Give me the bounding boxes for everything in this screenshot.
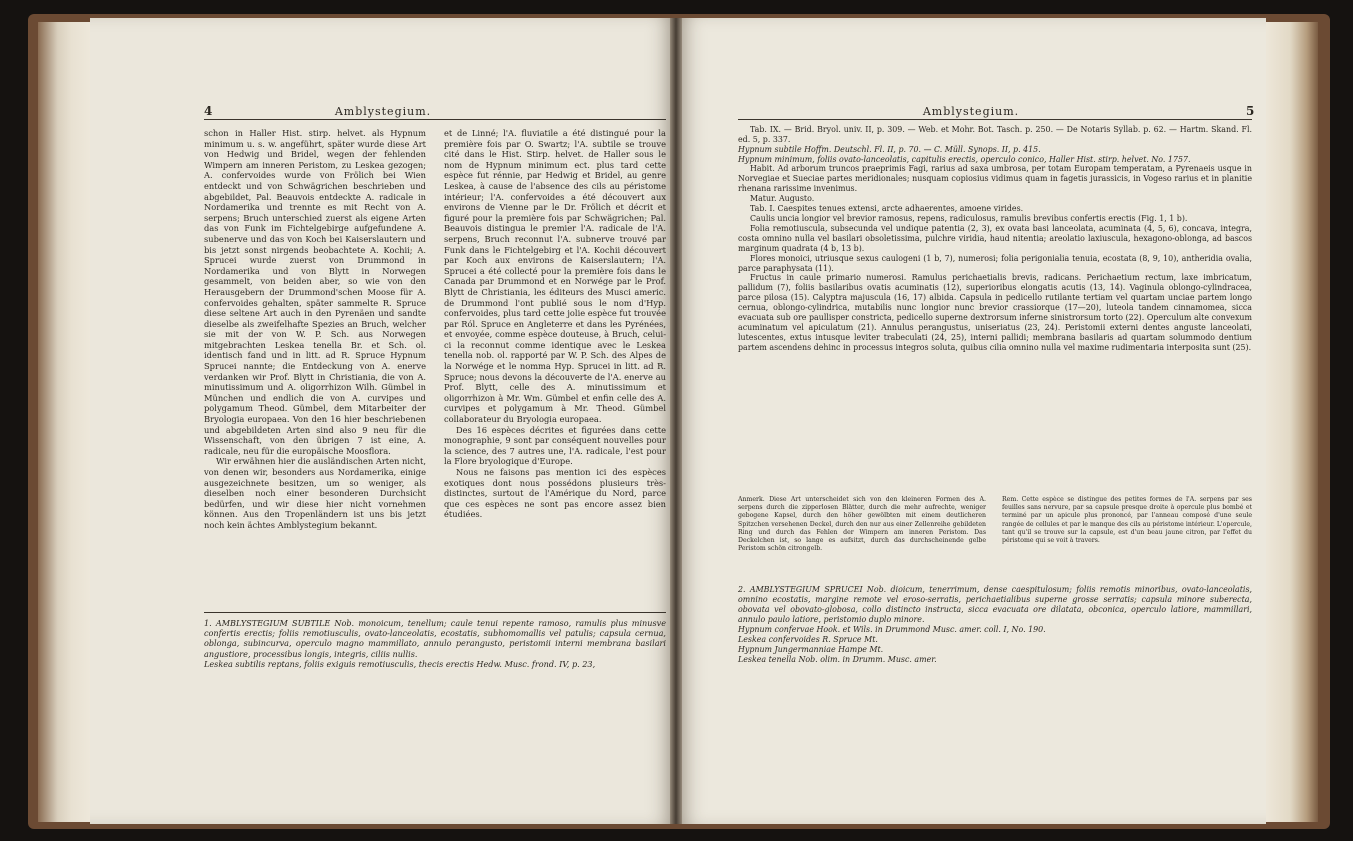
species-2-synonym-4: Leskea tenella Nob. olim. in Drumm. Musc. amer. — [738, 655, 937, 664]
french-note-text: Rem. Cette espèce se distingue des petites formes de l'A. serpens par ses feuilles sans nervure, par sa capsule presque droite à opercule plus bombé et terminé par un apicule plus prononcé, par l'anneau composé d'une seule rangée de cellules et par le manque des cils au péristome intérieur. L'opercule, tant qu'il se trouve sur la capsule, est d'un beau jaune citron, par l'effet du péristome qui se voit à travers. — [1002, 496, 1252, 545]
right-page — [676, 18, 1266, 824]
species-2-synonym-3: Hypnum Jungermanniae Hampe Mt. — [738, 645, 884, 654]
folia: Folia remotiuscula, subsecunda vel undique patentia (2, 3), ex ovata basi lanceolata, acuminata (4, 5, 6), concava, integra, costa omnino nulla vel basilari obsoletissima, pulchre viridia, haud nitentia; areolatio laxiuscula, hexagono-oblonga, ad bascos marginum quadrata (4 b, 13 b). — [738, 223, 1252, 253]
french-note — [1002, 496, 1252, 545]
species-1-diagnosis: 1. AMBLYSTEGIUM SUBTILE Nob. monoicum, tenellum; caule tenui repente ramoso, ramulis plus minusve confertis erectis; foliis remotiusculis, ovato-lanceolatis, ecostatis, subhomomallis vel patulis; capsula cernua, oblonga, subincurva, operculo magno mammillato, annulo perangusto, peristomii interni membrana basilari angustiore, processibus longis, integris, ciliis nullis. — [204, 618, 666, 659]
french-paragraph-3: Nous ne faisons pas mention ici des espèces exotiques dont nous possédons plusieurs très-distinctes, surtout de l'Amérique du Nord, parce que ces espèces ne sont pas encore assez bien étudiées. — [444, 467, 666, 520]
left-german-column — [204, 128, 426, 531]
german-paragraph-2: Wir erwähnen hier die ausländischen Arten nicht, von denen wir, besonders aus Nordamerika, einige ausgezeichnete besitzen, um so weniger, als dieselben noch einer besonderen Durchsicht bedürfen, und wir diese hier nicht vornehmen können. Aus den Tropenländern ist uns bis jetzt noch kein ächtes Amblystegium bekannt. — [204, 456, 426, 530]
german-paragraph-1: schon in Haller Hist. stirp. helvet. als Hypnum minimum u. s. w. angeführt, später wurde diese Art von Hedwig und Bridel, wegen der fehlenden Wimpern am inneren Peristom, zu Leskea gezogen; A. confervoides wurde von Frölich bei Wien entdeckt und von Schwägrichen beschrieben und abgebildet, Pal. Beauvois entdeckte A. radicale in Nordamerika und trennte es mit Recht von A. serpens; Bruch unterschied zuerst als eigene Arten das von Funk im Fichtelgebirge aufgefundene A. subenerve und das von Koch bei Kaiserslautern und bis jetzt sonst nirgends beobachtete A. Kochii; A. Sprucei wurde zuerst von Drummond in Nordamerika und von Blytt in Norwegen gesammelt, von beiden aber, so wie von den Herausgebern der Drummond'schen Moose für A. confervoides gehalten, später sammelte R. Spruce diese seltene Art auch in den Pyrenäen und sandte dieselbe als zweifelhafte Spezies an Bruch, welcher sie mit der von W. P. Sch. aus Norwegen mitgebrachten Leskea tenella Br. et Sch. ol. identisch fand und in litt. ad R. Spruce Hypnum Sprucei nannte; die Entdeckung von A. enerve verdanken wir Prof. Blytt in Christiania, die von A. minutissimum und A. oligorrhizon Wilh. Gümbel in München und endlich die von A. curvipes und polygamum Theod. Gümbel, dem Mitarbeiter der Bryologia europaea. Von den 16 hier beschriebenen und abgebildeten Arten sind also 9 neu für die Wissenschaft, von den übrigen 7 ist eine, A. radicale, neu für die europäische Moosflora. — [204, 128, 426, 456]
right-running-head: Amblystegium. — [922, 105, 1020, 118]
synonymy-block — [738, 125, 1252, 165]
right-page-number: 5 — [1246, 104, 1255, 118]
german-note — [738, 496, 986, 553]
left-head-rule — [204, 119, 666, 120]
book-gutter — [670, 18, 682, 824]
species-2-synonym-1: Hypnum confervae Hook. et Wils. in Drummond Musc. amer. coll. I, No. 190. — [738, 625, 1046, 634]
french-paragraph-1: et de Linné; l'A. fluviatile a été distingué pour la première fois par O. Swartz; l'A. subtile se trouve cité dans le Hist. Stirp. helvet. de Haller sous le nom de Hypnum minimum ect. plus tard cette espèce fut rénnie, par Hedwig et Bridel, au genre Leskea, à cause de l'absence des cils au péristome intérieur; l'A. confervoides a été découvert aux environs de Vienne par le Dr. Frölich et décrit et figuré pour la première fois par Schwägrichen; Pal. Beauvois distingua le premier l'A. radicale de l'A. serpens, Bruch reconnut l'A. subnerve trouvé par Funk dans le Fichtelgebirg et l'A. Kochii découvert par Koch aux environs de Kaiserslautern; l'A. Sprucei a été collecté pour la première fois dans le Canada par Drummond et en Norwége par le Prof. Blytt de Christiania, les éditeurs des Musci americ. de Drummond l'ont publié sous le nom d'Hyp. confervoides, plus tard cette jolie espèce fut trouvée par Ról. Spruce en Angleterre et dans les Pyrénées, et envoyée, comme espèce douteuse, à Bruch, celui-ci la reconnut comme identique avec le Leskea tenella nob. ol. rapporté par W. P. Sch. des Alpes de la Norwége et le nomma Hyp. Sprucei in litt. ad R. Spruce; nous devons la découverte de l'A. enerve au Prof. Blytt, celle des A. minutissimum et oligorrhizon à Mr. Wm. Gümbel et enfin celle des A. curvipes et polygamum à Mr. Theod. Gümbel collaborateur du Bryologia europaea. — [444, 128, 666, 425]
species-2-synonym-2: Leskea confervoides R. Spruce Mt. — [738, 635, 878, 644]
flores: Flores monoici, utriusque sexus caulogeni (1 b, 7), numerosi; folia perigonialia tenuia, ecostata (8, 9, 10), antheridia ovalia, parce paraphysata (11). — [738, 253, 1252, 273]
species-1-block — [204, 618, 666, 669]
synonymy-line-2: Hypnum subtile Hoffm. Deutschl. Fl. II, p. 70. — C. Müll. Synops. II, p. 415. — [738, 144, 1041, 154]
species-2-diagnosis: 2. AMBLYSTEGIUM SPRUCEI Nob. dioicum, tenerrimum, dense caespitulosum; foliis remotis minoribus, ovato-lanceolatis, omnino ecostatis, margine remote vel eroso-serratis, perichaetialibus superne grosse serratis; capsula minore suberecta, obovata vel obovato-globosa, collo distincto instructa, sicca evacuata ore dilatata, obconica, operculo latiore, mammillari, annulo paulo latiore, peristomio duplo minore. — [738, 585, 1252, 624]
german-note-text: Anmerk. Diese Art unterscheidet sich von den kleineren Formen des A. serpens durch die zipperlosen Blätter, durch die mehr aufrechte, weniger gebogene Kapsel, durch den höher gewölbten mit einem deutlicheren Spitzchen versehenen Deckel, durch den nur aus einer Zellenreihe gebildeten Ring und durch das Fehlen der Wimpern am inneren Peristom. Das Deckelchen ist, so lange es aufsitzt, durch das durchscheinende gelbe Peristom schön citrongelb. — [738, 496, 986, 553]
right-head-rule — [738, 119, 1252, 120]
caulis: Caulis uncia longior vel brevior ramosus, repens, radiculosus, ramulis brevibus confertis erectis (Fig. 1, 1 b). — [750, 213, 1188, 223]
french-paragraph-2: Des 16 espèces décrites et figurées dans cette monographie, 9 sont par conséquent nouvelles pour la science, des 7 autres une, l'A. radicale, l'est pour la Flore bryologique d'Europe. — [444, 424, 666, 467]
caespites: Tab. I. Caespites tenues extensi, arcte adhaerentes, amoene virides. — [750, 203, 1024, 213]
species-2-block — [738, 585, 1252, 665]
left-running-head: Amblystegium. — [334, 105, 432, 118]
fructus: Fructus in caule primario numerosi. Ramulus perichaetialis brevis, radicans. Perichaetium rectum, laxe imbricatum, pallidum (7), foliis basilaribus ovatis acuminatis (12), superioribus elongatis acutis (13, 14). Vaginula oblongo-cylindracea, parce pilosa (15). Calyptra majuscula (16, 17) albida. Capsula in pedicello rutilante tertiam vel quartam unciae partem longo cernua, oblongo-cylindrica, mutabilis nunc longior nunc brevior crassiorque (17—20), luteola tandem cinnamomea, sicca evacuata sub ore paullisper constricta, pedicello superne dextrorsum inferne sinistrorsum torto (22). Operculum alte convexum acuminatum vel apiculatum (21). Annulus perangustus, uniseriatus (23, 24). Peristomii externi dentes anguste lanceolati, lutescentes, extus intusque leviter trabeculati (24, 25), interni pallidi; membrana basilaris ad quartam solummodo dentium partem ascendens dehinc in processus integros soluta, quibus cilia omnino nulla vel maxime rudimentaria interposita sunt (25). — [738, 273, 1252, 353]
synonymy-line-3: Hypnum minimum, foliis ovato-lanceolatis, capitulis erectis, operculo conico, Haller Hist. stirp. helvet. No. 1757. — [738, 154, 1191, 164]
species-1-synonym: Leskea subtilis reptans, foliis exiguis remotiusculis, thecis erectis Hedw. Musc. frond. IV, p. 23, — [204, 658, 596, 669]
right-page-edges — [1262, 22, 1318, 822]
description-block — [738, 164, 1252, 353]
left-section-rule — [204, 612, 666, 613]
left-page — [90, 18, 676, 824]
left-page-edges — [38, 22, 94, 822]
synonymy-line-1: Tab. IX. — Brid. Bryol. univ. II, p. 309. — Web. et Mohr. Bot. Tasch. p. 250. — De Notaris Syllab. p. 62. — Hartm. Skand. Fl. ed. 5, p. 337. — [738, 125, 1252, 144]
left-french-column — [444, 128, 666, 520]
left-page-number: 4 — [204, 104, 213, 118]
maturity: Matur. Augusto. — [750, 193, 815, 203]
habitat: Habit. Ad arborum truncos praeprimis Fagi, rarius ad saxa umbrosa, per totam Europam temperatam, a Pyrenaeis usque in Norvegiae et Sueciae partes meridionales; nusquam copiosius vidimus quam in fagetis jurassicis, in Vogeso rarius et in planitie rhenana rarissime invenimus. — [738, 164, 1252, 193]
